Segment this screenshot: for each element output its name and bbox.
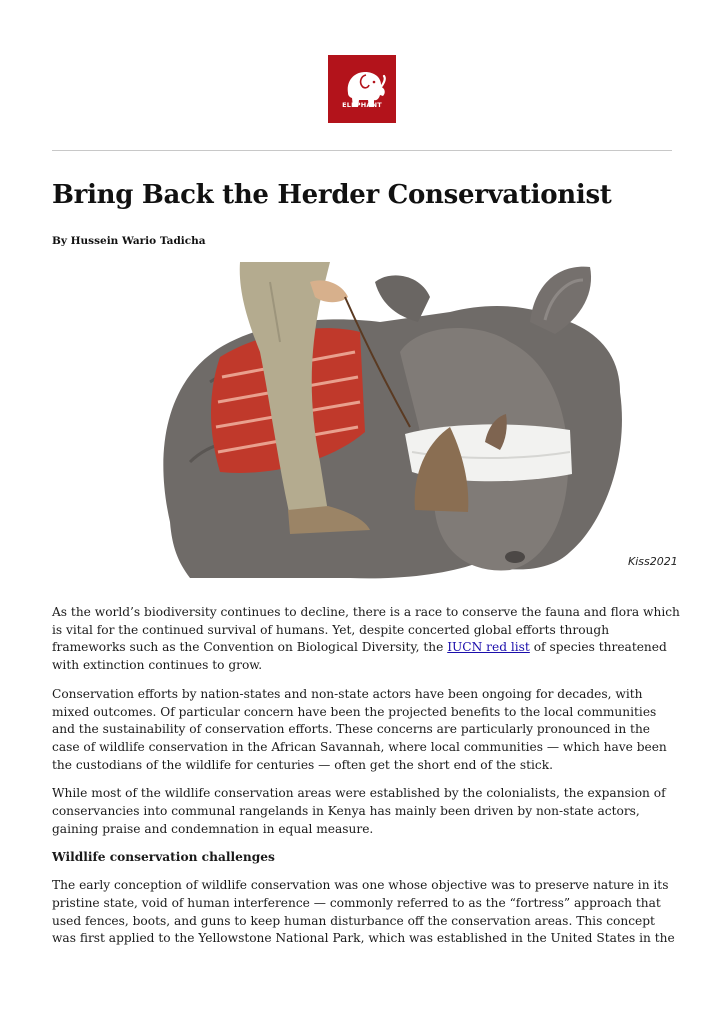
logo-text: ELEPHANT xyxy=(342,101,382,109)
text-line: gaining praise and condemnation in equal measure. xyxy=(52,821,374,836)
text-line: The early conception of wildlife conservation was one whose objective was to preserve nature in its xyxy=(52,878,669,893)
artist-signature: Kiss2021 xyxy=(628,555,678,568)
text-line: Conservation efforts by nation-states and non-state actors have been ongoing for decades, with xyxy=(52,686,643,701)
paragraph-1 xyxy=(52,604,680,675)
section-heading: Wildlife conservation challenges xyxy=(52,850,275,865)
text-line: is vital for the continued survival of humans. Yet, despite concerted global efforts through xyxy=(52,622,610,637)
elephant-icon xyxy=(328,55,396,123)
article-body xyxy=(52,604,680,959)
text-line xyxy=(52,639,674,657)
text-line: used fences, boots, and guns to keep human disturbance off the conservation areas. This concept xyxy=(52,913,655,928)
text-line: with extinction continues to grow. xyxy=(52,658,263,673)
paragraph-3 xyxy=(52,785,674,838)
article-title: Bring Back the Herder Conservationist xyxy=(52,180,612,210)
text-line: pristine state, void of human interference — commonly referred to as the “fortress” approach that xyxy=(52,895,661,910)
text-line: case of wildlife conservation in the African Savannah, where local communities — which have been xyxy=(52,739,667,754)
text-line: and the sustainability of conservation efforts. These concerns are particularly pronounced in the xyxy=(52,722,651,737)
text-line: mixed outcomes. Of particular concern have been the projected benefits to the local communities xyxy=(52,704,657,719)
header-divider xyxy=(52,150,672,151)
text-fragment: frameworks such as the Convention on Biological Diversity, the xyxy=(52,640,448,655)
text-line: While most of the wildlife conservation areas were established by the colonialists, the expansion of xyxy=(52,786,666,801)
text-line: conservancies into communal rangelands in Kenya has mainly been driven by non-state actors, xyxy=(52,804,640,819)
iucn-red-list-link[interactable]: IUCN red list xyxy=(447,640,530,655)
text-fragment: of species threatened xyxy=(529,640,667,655)
text-line: As the world’s biodiversity continues to decline, there is a race to conserve the fauna and flora which xyxy=(52,605,680,619)
text-line: was first applied to the Yellowstone National Park, which was established in the United States in the xyxy=(52,931,675,946)
brand-logo[interactable] xyxy=(328,55,396,123)
paragraph-2 xyxy=(52,686,674,775)
paragraph-4 xyxy=(52,877,674,948)
text-line: the custodians of the wildlife for centuries — often get the short end of the stick. xyxy=(52,757,553,772)
byline: By Hussein Wario Tadicha xyxy=(52,235,206,247)
rhino-rider-illustration xyxy=(150,262,678,580)
